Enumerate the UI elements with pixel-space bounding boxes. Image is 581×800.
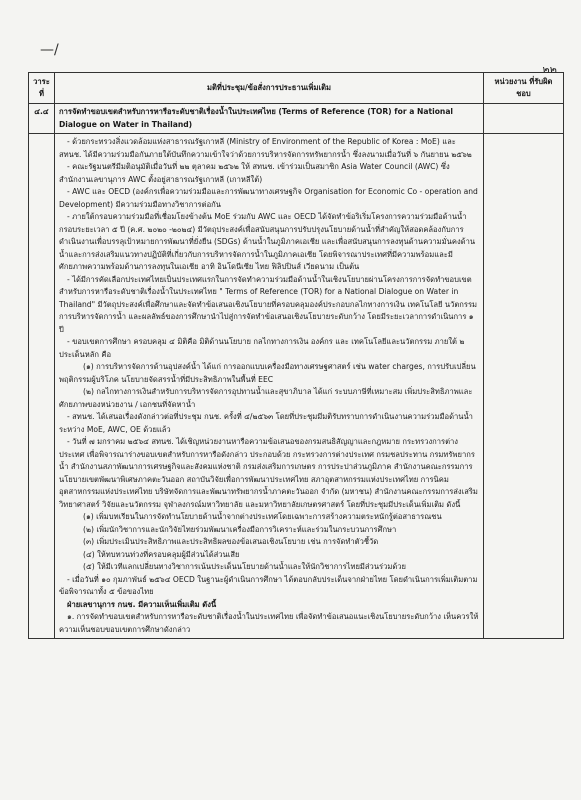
header-agenda-no: วาระ ที่: [29, 73, 55, 104]
agency-cell: [484, 104, 564, 134]
agency-cell-empty: [484, 134, 564, 639]
paragraph: - ขอบเขตการศึกษา ครอบคลุม ๔ มิติคือ มิติด้านนโยบาย กลไกทางการเงิน องค์กร และ เทคโนโลยีและนวัตกรรม ภายใต้ ๒ ประเด็นหลัก คือ: [59, 337, 465, 359]
paragraph: ๑. การจัดทำขอบเขตสำหรับการหารือระดับชาติเรื่องน้ำในประเทศไทย เพื่อจัดทำข้อเสนอแนะเชิงนโยบายระดับกว้าง เห็นควรให้ความเห็นชอบขอบเขตการศึกษาดังกล่าว: [59, 612, 479, 634]
table-header-row: [29, 73, 564, 104]
header-agency: หน่วยงาน ที่รับผิดชอบ: [484, 73, 564, 104]
paragraph: (๕) ให้มีเวทีแลกเปลี่ยนทางวิชาการเน้นประเด็นนโยบายด้านน้ำและให้นักวิชาการไทยมีส่วนร่วมด้วย: [83, 562, 407, 571]
agenda-body: [55, 134, 484, 639]
page-number: ๒๒: [542, 63, 557, 76]
handwritten-mark: —/: [40, 42, 59, 58]
resolution-table: [28, 72, 564, 639]
paragraph: (๑) การบริหารจัดการด้านอุปสงค์น้ำ ได้แก่ การออกแบบเครื่องมือทางเศรษฐศาสตร์ เช่น water charges, การปรับเปลี่ยนพฤติกรรมผู้บริโภค นโยบายจัดสรรน้ำที่มีประสิทธิภาพในพื้นที่ EEC: [59, 362, 476, 384]
paragraph: (๒) กลไกทางการเงินสำหรับการบริหารจัดการอุปทานน้ำและสุขาภิบาล ได้แก่ ระบบภาษีที่เหมาะสม เพิ่มประสิทธิภาพและศักยภาพของหน่วยงาน / เอกชนที่จัดหาน้ำ: [59, 387, 473, 409]
paragraph: (๔) ให้ทบทวนท่วงที่ครอบคลุมผู้มีส่วนได้ส่วนเสีย: [83, 549, 240, 559]
number-cell-empty: [29, 134, 55, 639]
paragraph: - ภายใต้กรอบความร่วมมือที่เชื่อมโยงข้างต้น MoE ร่วมกับ AWC และ OECD ได้จัดทำข้อริเริ่มโครงการความร่วมมือด้านน้ำกรอบระยะเวลา ๕ ปี (ค.ศ. ๒๐๒๐ -๒๐๒๔) มีวัตถุประสงค์เพื่อสนับสนุนการปรับปรุงนโยบายด้านน้ำที่สำคัญให้สอดคล้องกับการดำเนินงานเพื่อบรรลุเป้าหมายการพัฒนาที่ยั่งยืน (SDGs) ด้านน้ำในภูมิภาคเอเชีย และเพื่อสนับสนุนการลงทุนด้านความมั่นคงด้านน้ำและการส่งเสริมแนวทางปฏิบัติที่เกี่ยวกับการบริหารจัดการน้ำในภูมิภาคเอเชีย โดยพิจารณาประเทศที่มีความพร้อมและมีศักยภาพความพร้อมด้านการลงทุนในเอเชีย อาทิ อินโดนีเซีย ไทย ฟิลิปปินส์ เวียดนาม เป็นต้น: [59, 212, 476, 271]
secretariat-heading: ฝ่ายเลขานุการ กนช. มีความเห็นเพิ่มเติม ดังนี้: [67, 599, 217, 609]
header-topic: มติที่ประชุม/ข้อสั่งการประธานเพิ่มเติม: [55, 73, 484, 104]
paragraph: - เมื่อวันที่ ๑๐ กุมภาพันธ์ ๒๕๖๔ OECD ในฐานะผู้ดำเนินการศึกษา ได้ตอบกลับประเด็นจากฝ่ายไทย โดยดำเนินการเพิ่มเติมตามข้อพิจารณาทั้ง ๕ ข้อของไทย: [59, 574, 478, 596]
paragraph: - ได้มีการคัดเลือกประเทศไทยเป็นประเทศแรกในการจัดทำความร่วมมือด้านน้ำในเชิงนโยบายผ่านโครงการการจัดทำขอบเขตสำหรับการหารือระดับชาติเรื่องน้ำในประเทศไทย " Terms of Reference (TOR) for a National Dialogue on Water in Thailand" มีวัตถุประสงค์เพื่อศึกษาและจัดทำข้อเสนอเชิงนโยบายที่ครอบคลุมองค์ประกอบกลไกทางการเงิน เทคโนโลยี นวัตกรรมการบริหารจัดการน้ำ และผลลัพธ์ของการศึกษานำไปสู่การจัดทำข้อเสนอเชิงนโยบายระดับกว้าง โดยมีระยะเวลาการดำเนินการ ๑ ปี: [59, 274, 478, 334]
paragraph: (๒) เพิ่มนักวิชาการและนักวิจัยไทยร่วมพัฒนาเครื่องมือการวิเคราะห์และร่วมในกระบวนการศึกษา: [83, 524, 397, 534]
paragraph: - คณะรัฐมนตรีมีมติอนุมัติเมื่อวันที่ ๒๒ ตุลาคม ๒๕๖๒ ให้ สทนช. เข้าร่วมเป็นสมาชิก Asia Water Council (AWC) ซึ่งสำนักงานเลขานุการ AWC ตั้งอยู่สาธารณรัฐเกาหลี (เกาหลีใต้): [59, 162, 450, 184]
paragraph: - AWC และ OECD (องค์กรเพื่อความร่วมมือและการพัฒนาทางเศรษฐกิจ Organisation for Economic Co - operation and Development) มีความร่วมมือทางวิชาการต่อกัน: [59, 187, 478, 209]
paragraph: - ด้วยกระทรวงสิ่งแวดล้อมแห่งสาธารณรัฐเกาหลี (Ministry of Environment of the Republic of Korea : MoE) และ สทนช. ได้มีความร่วมมือกันภายใต้บันทึกความเข้าใจว่าด้วยการบริหารจัดการทรัพยากรน้ำ ซึ่งลงนามเมื่อวันที่ ๖ กันยายน ๒๕๖๒: [59, 137, 472, 159]
paragraph: (๓) เพิ่มประเมินประสิทธิภาพและประสิทธิผลของข้อเสนอเชิงนโยบาย เช่น การจัดทำตัวชี้วัด: [83, 537, 379, 546]
agenda-number: ๔.๔: [29, 104, 55, 134]
paragraph: - วันที่ ๗ มกราคม ๒๕๖๔ สทนช. ได้เชิญหน่วยงานหารือความข้อเสนอของกรมสนธิสัญญาและกฎหมาย กระทรวงการต่างประเทศ เพื่อพิจารณาร่างขอบเขตสำหรับการหารือดังกล่าว ประกอบด้วย กระทรวงการต่างประเทศ กรมชลประทาน กรมทรัพยากรน้ำ สำนักงานสภาพัฒนาการเศรษฐกิจและสังคมแห่งชาติ กรมส่งเสริมการเกษตร การประปาส่วนภูมิภาค สำนักงานคณะกรรมการนโยบายเขตพัฒนาพิเศษภาคตะวันออก สถาบันวิจัยเพื่อการพัฒนาประเทศไทย สภาอุตสาหกรรมแห่งประเทศไทย การนิคมอุตสาหกรรมแห่งประเทศไทย บริษัทจัดการและพัฒนาทรัพยากรน้ำภาคตะวันออก จำกัด (มหาชน) สำนักงานคณะกรรมการส่งเสริมวิทยาศาสตร์ วิจัยและนวัตกรรม จุฬาลงกรณ์มหาวิทยาลัย และมหาวิทยาลัยเกษตรศาสตร์ โดยที่ประชุมมีประเด็นเพิ่มเติม ดังนี้: [59, 437, 478, 509]
agenda-title: การจัดทำขอบเขตสำหรับการหารือระดับชาติเรื่องน้ำในประเทศไทย (Terms of Reference (TOR) for a National Dialogue on Water in Thailand): [55, 104, 484, 134]
agenda-row: [29, 104, 564, 134]
paragraph: - สทนช. ได้เสนอเรื่องดังกล่าวต่อที่ประชุม กนช. ครั้งที่ ๔/๒๕๖๓ โดยที่ประชุมมีมติรับทราบการดำเนินงานความร่วมมือด้านน้ำระหว่าง MoE, AWC, OE ด้วยแล้ว: [59, 412, 473, 434]
paragraph: (๑) เพิ่มบทเรียนในการจัดทำนโยบายด้านน้ำจากต่างประเทศโดยเฉพาะการสร้างความตระหนักรู้ต่อสาธารณชน: [83, 512, 442, 521]
agenda-body-row: [29, 134, 564, 639]
